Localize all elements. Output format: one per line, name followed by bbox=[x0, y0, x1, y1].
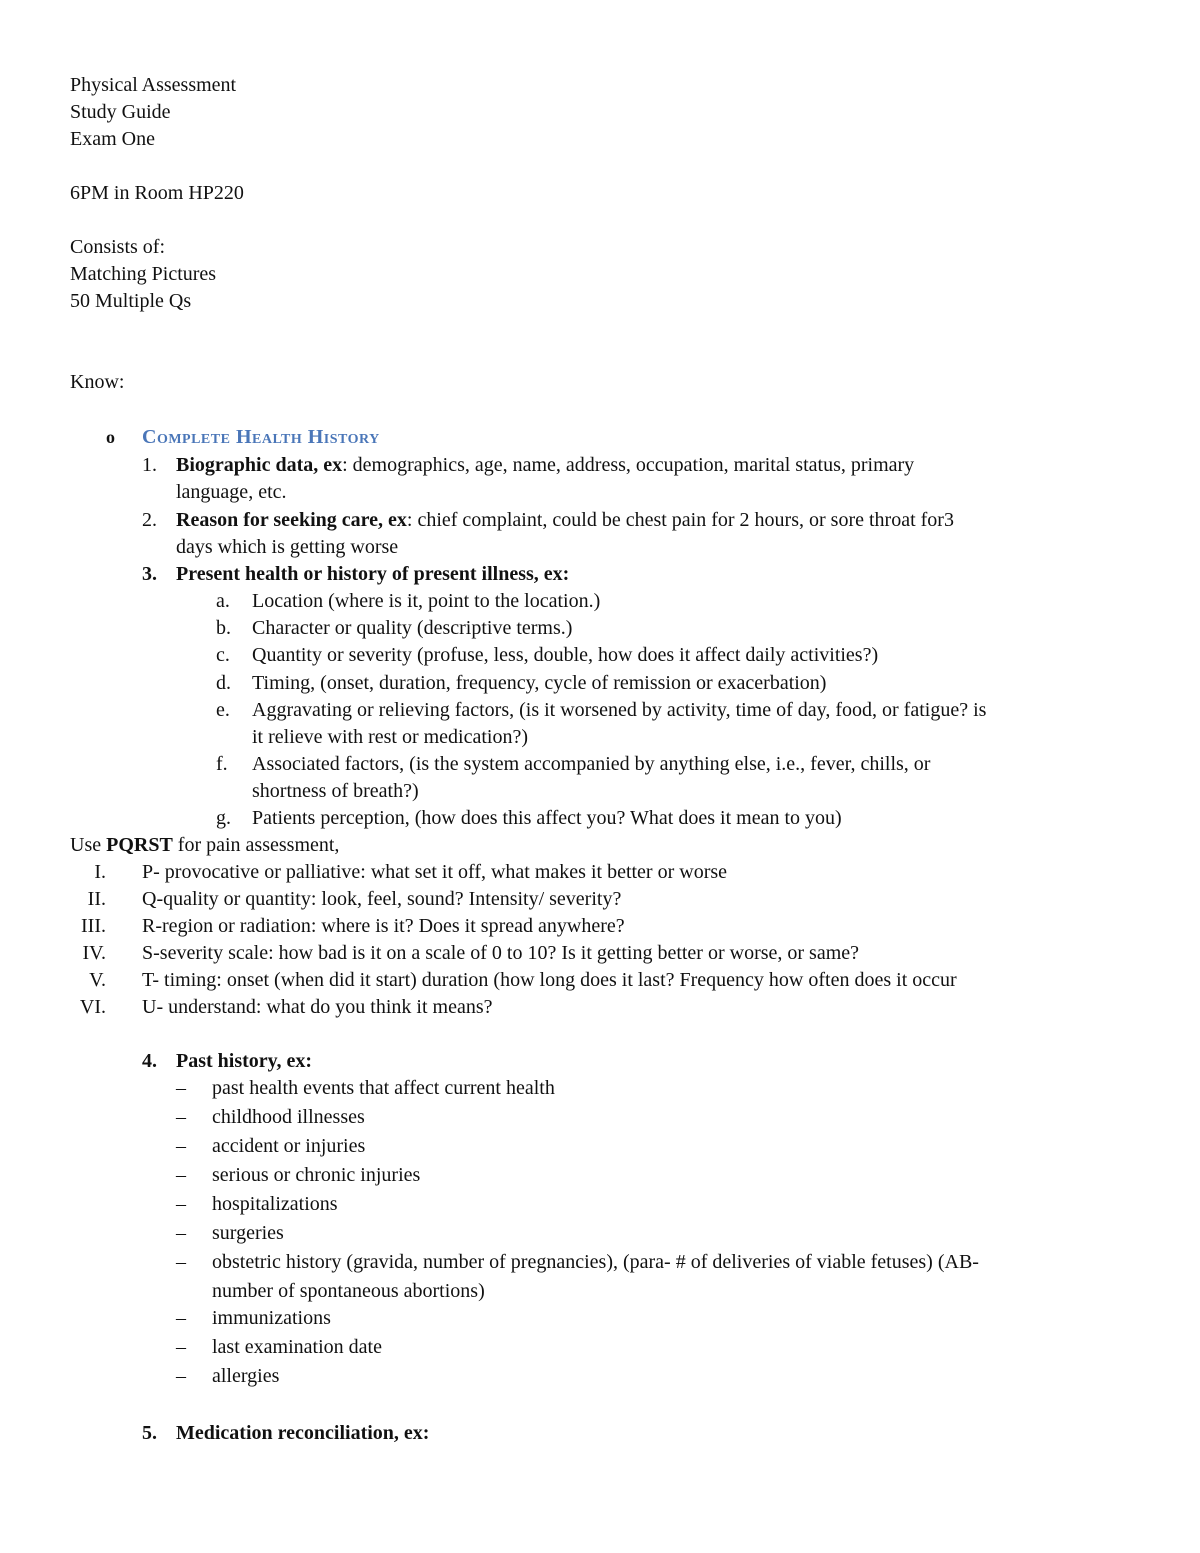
dash-bullet: – bbox=[176, 1336, 186, 1358]
list-item: accident or injuries bbox=[212, 1135, 366, 1157]
sub-item-timing: Timing, (onset, duration, frequency, cycle of remission or exacerbation) bbox=[252, 672, 827, 694]
roman-numeral: III. bbox=[81, 915, 106, 937]
dash-bullet: – bbox=[176, 1307, 186, 1329]
sub-letter: b. bbox=[216, 617, 231, 639]
list-item: obstetric history (gravida, number of pregnancies), (para- # of deliveries of viable fetuses) (AB- bbox=[212, 1251, 979, 1273]
item-number: 5. bbox=[142, 1422, 157, 1444]
list-item-continuation: number of spontaneous abortions) bbox=[212, 1280, 485, 1302]
item-biographic-data bbox=[176, 452, 914, 479]
item-number: 4. bbox=[142, 1050, 157, 1072]
doc-title-line3: Exam One bbox=[70, 128, 155, 150]
item-text: : chief complaint, could be chest pain for 2 hours, or sore throat for3 bbox=[406, 509, 954, 531]
sub-letter: a. bbox=[216, 590, 230, 612]
item-text: : demographics, age, name, address, occupation, marital status, primary bbox=[342, 454, 915, 476]
item-label: Reason for seeking care, ex bbox=[176, 509, 407, 531]
roman-numeral: V. bbox=[89, 969, 106, 991]
doc-title-line2: Study Guide bbox=[70, 101, 171, 123]
doc-title-line1: Physical Assessment bbox=[70, 74, 237, 96]
sub-letter: d. bbox=[216, 672, 231, 694]
sub-item-character: Character or quality (descriptive terms.) bbox=[252, 617, 573, 639]
item-continuation: days which is getting worse bbox=[176, 536, 399, 558]
list-item: surgeries bbox=[212, 1222, 284, 1244]
sub-item-location: Location (where is it, point to the location.) bbox=[252, 590, 601, 612]
dash-bullet: – bbox=[176, 1077, 186, 1099]
sub-letter: f. bbox=[216, 753, 228, 775]
know-label: Know: bbox=[70, 371, 125, 393]
dash-bullet: – bbox=[176, 1251, 186, 1273]
item-number: 1. bbox=[142, 454, 157, 476]
exam-time-location: 6PM in Room HP220 bbox=[70, 182, 244, 204]
consists-label: Consists of: bbox=[70, 236, 166, 258]
dash-bullet: – bbox=[176, 1222, 186, 1244]
pqrst-item-t: T- timing: onset (when did it start) duration (how long does it last? Frequency how often does it occur bbox=[142, 969, 957, 991]
item-continuation: language, etc. bbox=[176, 481, 287, 503]
dash-bullet: – bbox=[176, 1106, 186, 1128]
pqrst-item-p: P- provocative or palliative: what set it off, what makes it better or worse bbox=[142, 861, 728, 883]
dash-bullet: – bbox=[176, 1365, 186, 1387]
item-label: Biographic data, ex bbox=[176, 454, 343, 476]
list-item: last examination date bbox=[212, 1336, 382, 1358]
item-reason-for-care bbox=[176, 507, 954, 534]
roman-numeral: VI. bbox=[79, 996, 106, 1018]
pqrst-intro bbox=[70, 832, 339, 859]
item-number: 3. bbox=[142, 563, 157, 585]
pqrst-acronym: PQRST bbox=[106, 834, 173, 856]
list-item: serious or chronic injuries bbox=[212, 1164, 421, 1186]
roman-numeral: I. bbox=[94, 861, 106, 883]
sub-item-continuation: shortness of breath?) bbox=[252, 780, 419, 802]
list-item: allergies bbox=[212, 1365, 280, 1387]
pqrst-item-s: S-severity scale: how bad is it on a scale of 0 to 10? Is it getting better or worse, or same? bbox=[142, 942, 860, 964]
sub-item-aggravating: Aggravating or relieving factors, (is it worsened by activity, time of day, food, or fatigue? is bbox=[252, 699, 987, 721]
dash-bullet: – bbox=[176, 1164, 186, 1186]
pqrst-item-q: Q-quality or quantity: look, feel, sound? Intensity/ severity? bbox=[142, 888, 622, 910]
consists-item-matching: Matching Pictures bbox=[70, 263, 217, 285]
list-item: childhood illnesses bbox=[212, 1106, 365, 1128]
sub-letter: c. bbox=[216, 644, 230, 666]
sub-item-associated: Associated factors, (is the system accompanied by anything else, i.e., fever, chills, or bbox=[252, 753, 931, 775]
past-history-title: Past history, ex: bbox=[176, 1050, 313, 1072]
dash-bullet: – bbox=[176, 1193, 186, 1215]
list-item: hospitalizations bbox=[212, 1193, 338, 1215]
roman-numeral: IV. bbox=[82, 942, 106, 964]
dash-bullet: – bbox=[176, 1135, 186, 1157]
sub-letter: e. bbox=[216, 699, 230, 721]
section-bullet: o bbox=[106, 427, 115, 447]
list-item: past health events that affect current health bbox=[212, 1077, 555, 1099]
sub-item-quantity: Quantity or severity (profuse, less, double, how does it affect daily activities?) bbox=[252, 644, 879, 666]
consists-item-multiple: 50 Multiple Qs bbox=[70, 290, 192, 312]
list-item: immunizations bbox=[212, 1307, 331, 1329]
sub-item-perception: Patients perception, (how does this affect you? What does it mean to you) bbox=[252, 807, 842, 829]
sub-item-continuation: it relieve with rest or medication?) bbox=[252, 726, 529, 748]
pqrst-pre: Use bbox=[70, 834, 107, 856]
sub-letter: g. bbox=[216, 807, 231, 829]
item-number: 2. bbox=[142, 509, 157, 531]
item-present-health: Present health or history of present illness, ex: bbox=[176, 563, 570, 585]
pqrst-item-r: R-region or radiation: where is it? Does it spread anywhere? bbox=[142, 915, 625, 937]
section-heading: Complete Health History bbox=[142, 426, 380, 448]
pqrst-item-u: U- understand: what do you think it means? bbox=[142, 996, 493, 1018]
medication-reconciliation-title: Medication reconciliation, ex: bbox=[176, 1422, 430, 1444]
roman-numeral: II. bbox=[87, 888, 106, 910]
pqrst-post: for pain assessment, bbox=[172, 834, 340, 856]
